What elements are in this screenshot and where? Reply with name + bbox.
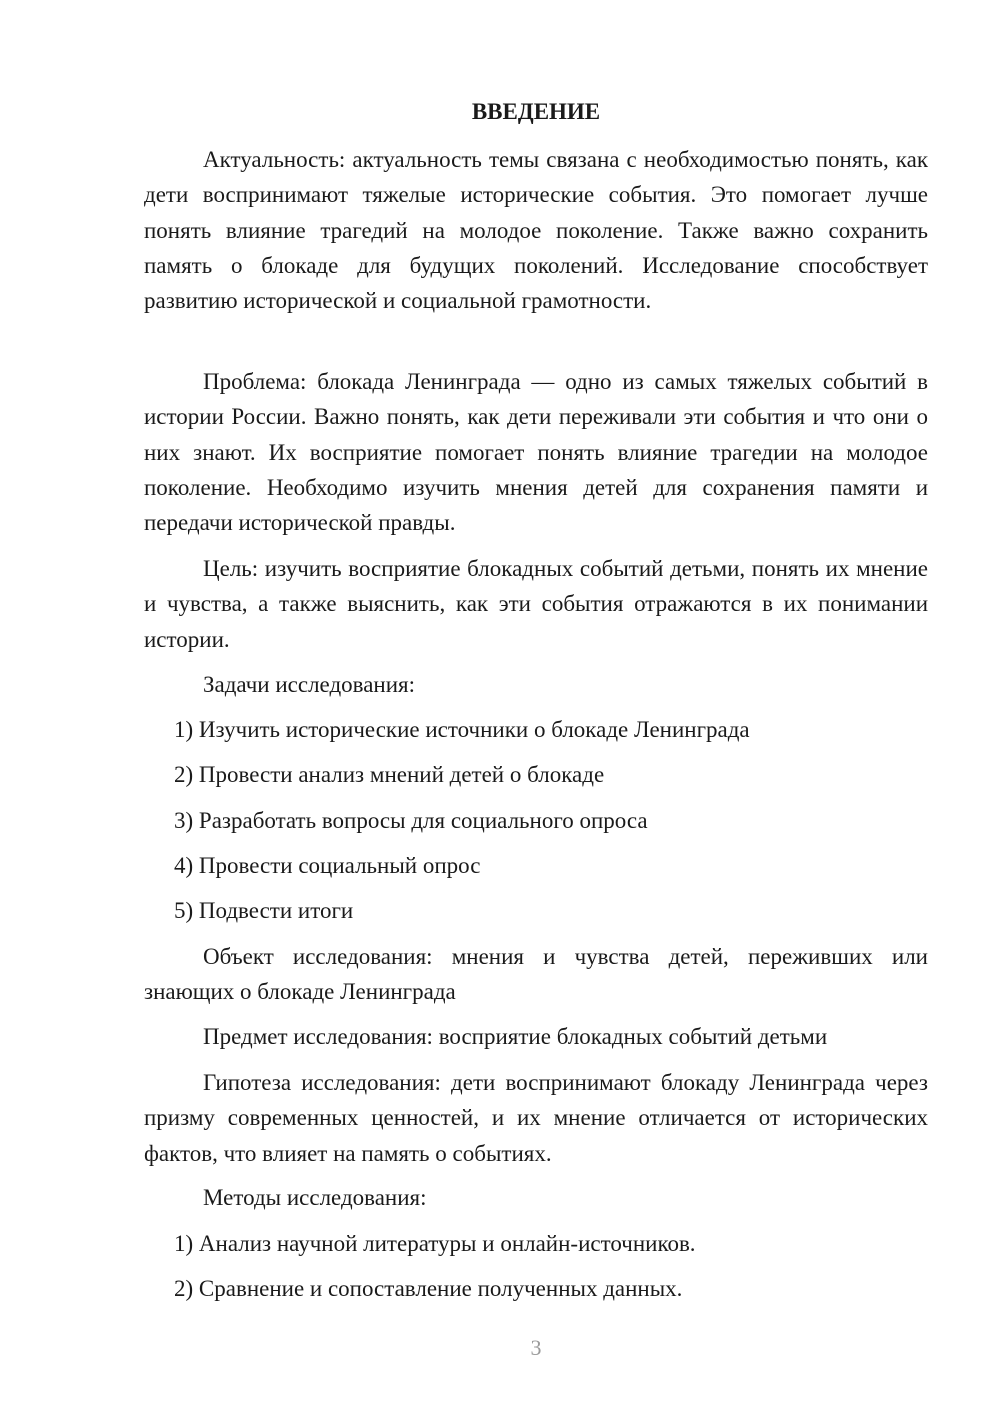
task-item: 2) Провести анализ мнений детей о блокаде — [174, 762, 605, 787]
goal-paragraph: Цель: изучить восприятие блокадных событий детьми, понять их мнение и чувства, а также выяснить, как эти события отражаются в их понимании истории. — [144, 556, 928, 652]
object-paragraph: Объект исследования: мнения и чувства детей, переживших или знающих о блокаде Ленинграда — [144, 944, 928, 1005]
method-item: 1) Анализ научной литературы и онлайн-источников. — [174, 1231, 696, 1256]
hypothesis-paragraph: Гипотеза исследования: дети воспринимают блокаду Ленинграда через призму современных ценностей, и их мнение отличается от исторических фактов, что влияет на память о событиях. — [144, 1070, 928, 1166]
task-item: 4) Провести социальный опрос — [174, 853, 481, 878]
problem-paragraph: Проблема: блокада Ленинграда — одно из самых тяжелых событий в истории России. Важно понять, как дети переживали эти события и что они о них знают. Их восприятие помогает понять влияние трагедии на молодое поколение. Необходимо изучить мнения детей для сохранения памяти и передачи исторической правды. — [144, 369, 928, 536]
task-item: 3) Разработать вопросы для социального опроса — [174, 808, 648, 833]
subject-line: Предмет исследования: восприятие блокадных событий детьми — [203, 1024, 828, 1049]
methods-heading: Методы исследования: — [203, 1185, 427, 1210]
method-item: 2) Сравнение и сопоставление полученных данных. — [174, 1276, 683, 1301]
relevance-paragraph: Актуальность: актуальность темы связана с необходимостью понять, как дети воспринимают тяжелые исторические события. Это помогает лучше понять влияние трагедий на молодое поколение. Также важно сохранить память о блокаде для будущих поколений. Исследование способствует развитию исторической и социальной грамотности. — [144, 147, 928, 314]
page-number: 3 — [530, 1335, 542, 1360]
tasks-heading: Задачи исследования: — [203, 672, 416, 697]
task-item: 1) Изучить исторические источники о блокаде Ленинграда — [174, 717, 750, 742]
task-item: 5) Подвести итоги — [174, 898, 354, 923]
page-title: ВВЕДЕНИЕ — [471, 99, 601, 124]
